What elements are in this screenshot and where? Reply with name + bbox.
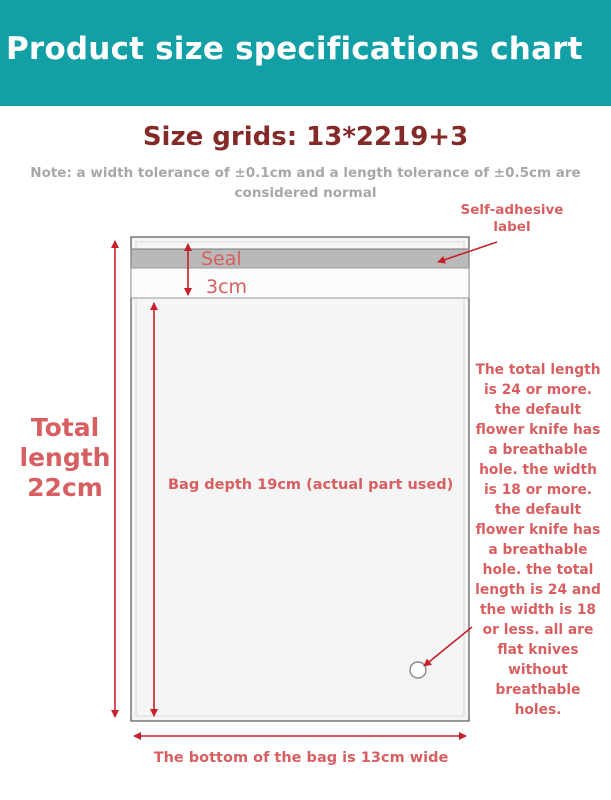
page-title: Product size specifications chart — [6, 31, 583, 67]
self-adhesive-label: Self-adhesive label — [460, 202, 564, 235]
total-length-label: Total length 22cm — [19, 413, 111, 502]
bottom-width-label: The bottom of the bag is 13cm wide — [153, 750, 449, 766]
seal-height-label: 3cm — [206, 276, 248, 298]
tolerance-note: Note: a width tolerance of ±0.1cm and a length tolerance of ±0.5cm are considered normal — [30, 165, 581, 201]
seal-strip — [131, 249, 469, 268]
breathable-note: The total length is 24 or more. the default flower knife has a breathable hole. the width is 18 or more. the default flower knife has a breathable hole. the total length is 24 and the width is 18 or less. all are flat knives without breathable holes. — [475, 362, 601, 718]
seal-band — [131, 268, 469, 298]
seal-label: Seal — [201, 248, 242, 270]
breathable-hole — [410, 662, 426, 678]
size-heading: Size grids: 13*2219+3 — [142, 122, 469, 152]
bag-depth-label: Bag depth 19cm (actual part used) — [168, 477, 454, 493]
